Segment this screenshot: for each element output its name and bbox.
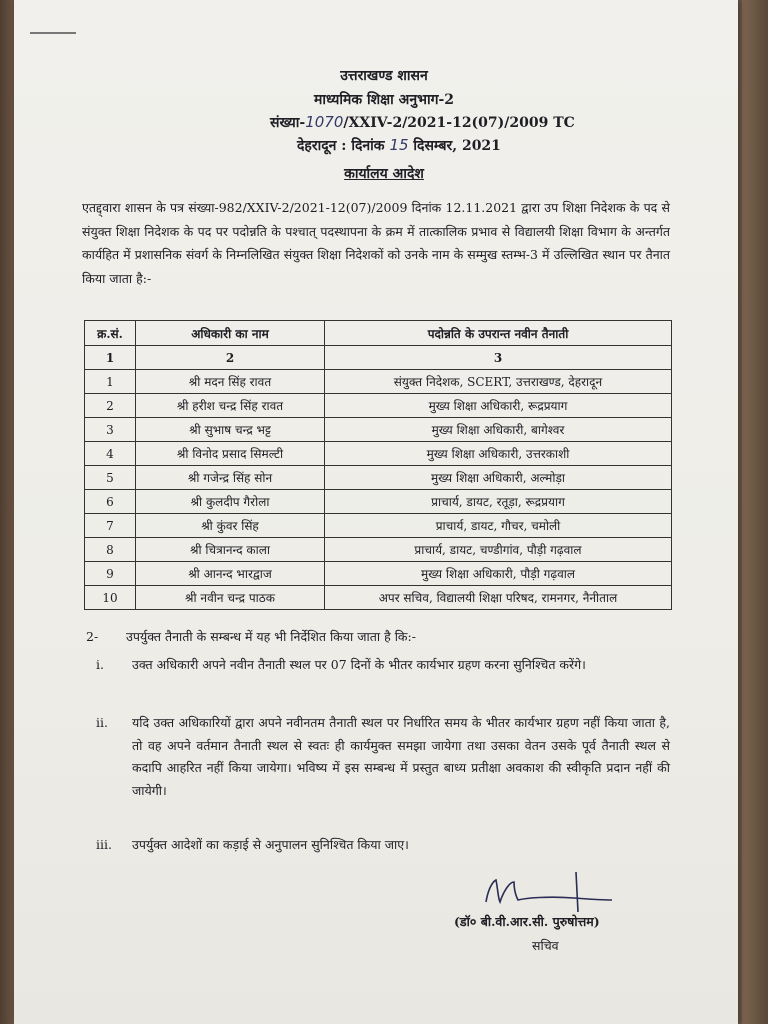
serial-cell: 1 — [85, 370, 136, 394]
posting-cell: मुख्य शिक्षा अधिकारी, रूद्रप्रयाग — [325, 394, 672, 418]
wooden-table-right — [742, 0, 768, 1024]
officer-name-cell: श्री गजेन्द्र सिंह सोन — [136, 466, 325, 490]
table-row — [85, 394, 672, 418]
serial-cell: 6 — [85, 490, 136, 514]
signatory-name: (डॉ० बी.वी.आर.सी. पुरुषोत्तम) — [454, 914, 600, 929]
officer-name-cell: श्री हरीश चन्द्र सिंह रावत — [136, 394, 325, 418]
section-2-number: 2- — [86, 629, 99, 644]
posting-cell: मुख्य शिक्षा अधिकारी, पौड़ी गढ़वाल — [325, 562, 672, 586]
header-serial: क्र.सं. — [85, 321, 136, 346]
officer-name-cell: श्री आनन्द भारद्वाज — [136, 562, 325, 586]
item-text: उपर्युक्त आदेशों का कड़ाई से अनुपालन सुनिश्चित किया जाए। — [132, 837, 409, 852]
table-row — [85, 514, 672, 538]
reference-suffix: /XXIV-2/2021-12(07)/2009 TC — [343, 115, 575, 131]
place-date-suffix: दिसम्बर, 2021 — [413, 138, 501, 154]
reference-number — [270, 113, 575, 132]
section-2-heading — [86, 628, 416, 645]
officer-name-cell: श्री विनोद प्रसाद सिमल्टी — [136, 442, 325, 466]
handwritten-signature — [478, 868, 618, 914]
order-title-row — [0, 164, 768, 183]
serial-cell: 10 — [85, 586, 136, 610]
item-text: उक्त अधिकारी अपने नवीन तैनाती स्थल पर 07 दिनों के भीतर कार्यभार ग्रहण करना सुनिश्चित करेंगे। — [132, 657, 586, 672]
posting-cell: प्राचार्य, डायट, रतूड़ा, रूद्रप्रयाग — [325, 490, 672, 514]
posting-cell: अपर सचिव, विद्यालयी शिक्षा परिषद, रामनगर, नैनीताल — [325, 586, 672, 610]
table-row — [85, 418, 672, 442]
officer-name-cell: श्री मदन सिंह रावत — [136, 370, 325, 394]
place-date-prefix: देहरादून : दिनांक — [297, 138, 385, 154]
posting-table — [84, 320, 672, 610]
serial-cell: 2 — [85, 394, 136, 418]
column-number: 2 — [136, 346, 325, 370]
section-2-text: उपर्युक्त तैनाती के सम्बन्ध में यह भी निर्देशित किया जाता है कि:- — [126, 629, 416, 644]
table-row — [85, 586, 672, 610]
serial-cell: 7 — [85, 514, 136, 538]
posting-cell: प्राचार्य, डायट, गौचर, चमोली — [325, 514, 672, 538]
item-number: i. — [96, 657, 104, 672]
signatory-designation: सचिव — [532, 938, 559, 953]
column-number-row — [85, 346, 672, 370]
posting-cell: प्राचार्य, डायट, चण्डीगांव, पौड़ी गढ़वाल — [325, 538, 672, 562]
table-row — [85, 466, 672, 490]
order-title: कार्यालय आदेश — [344, 166, 424, 182]
table-row — [85, 370, 672, 394]
table-row — [85, 442, 672, 466]
top-dash-mark — [30, 32, 76, 34]
serial-cell: 5 — [85, 466, 136, 490]
header-new-posting: पदोन्नति के उपरान्त नवीन तैनाती — [325, 321, 672, 346]
reference-prefix: संख्या- — [270, 115, 306, 131]
officer-name-cell: श्री कुलदीप गैरोला — [136, 490, 325, 514]
officer-name-cell: श्री नवीन चन्द्र पाठक — [136, 586, 325, 610]
table-row — [85, 562, 672, 586]
department-section: माध्यमिक शिक्षा अनुभाग-2 — [313, 92, 455, 108]
intro-paragraph: एतद्द्वारा शासन के पत्र संख्या-982/XXIV-2/2021-12(07)/2009 दिनांक 12.11.2021 द्वारा उप शिक्षा निदेशक के पद से संयुक्त शिक्षा निदेशक के पद पर पदोन्नति के पश्चात् पदस्थापना के क्रम में तात्कालिक प्रभाव से विद्यालयी शिक्षा विभाग के अन्तर्गत कार्यहित में प्रशासनिक संवर्ग के निम्नलिखित संयुक्त शिक्षा निदेशकों को उनके नाम के सम्मुख स्तम्भ-3 में उल्लिखित स्थान पर तैनात किया जाता है:- — [82, 200, 670, 286]
header-officer-name: अधिकारी का नाम — [136, 321, 325, 346]
instruction-item — [96, 654, 670, 677]
serial-cell: 9 — [85, 562, 136, 586]
table-header-row — [85, 321, 672, 346]
instruction-item — [96, 712, 670, 802]
instruction-item — [96, 834, 670, 857]
posting-cell: संयुक्त निदेशक, SCERT, उत्तराखण्ड, देहरादून — [325, 370, 672, 394]
officer-name-cell: श्री सुभाष चन्द्र भट्ट — [136, 418, 325, 442]
serial-cell: 8 — [85, 538, 136, 562]
posting-cell: मुख्य शिक्षा अधिकारी, उत्तरकाशी — [325, 442, 672, 466]
column-number: 1 — [85, 346, 136, 370]
table-row — [85, 490, 672, 514]
item-number: ii. — [96, 715, 108, 730]
handwritten-date: 15 — [389, 136, 409, 154]
posting-cell: मुख्य शिक्षा अधिकारी, बागेश्वर — [325, 418, 672, 442]
serial-cell: 4 — [85, 442, 136, 466]
posting-cell: मुख्य शिक्षा अधिकारी, अल्मोड़ा — [325, 466, 672, 490]
handwritten-ref-number: 1070 — [305, 113, 344, 131]
table-row — [85, 538, 672, 562]
item-number: iii. — [96, 837, 112, 852]
officer-name-cell: श्री चित्रानन्द काला — [136, 538, 325, 562]
place-and-date — [297, 136, 501, 155]
government-name: उत्तराखण्ड शासन — [340, 68, 428, 84]
column-number: 3 — [325, 346, 672, 370]
serial-cell: 3 — [85, 418, 136, 442]
item-text: यदि उक्त अधिकारियों द्वारा अपने नवीनतम तैनाती स्थल पर निर्धारित समय के भीतर कार्यभार ग्रहण नहीं किया जाता है, तो वह अपने वर्तमान तैनाती स्थल से स्वतः ही कार्यमुक्त समझा जायेगा तथा उसका वेतन उसके पूर्व तैनाती स्थल से कदापि आहरित नहीं किया जायेगा। भविष्य में इस सम्बन्ध में प्रस्तुत बाध्य प्रतीक्षा अवकाश की स्वीकृति प्रदान नहीं की जायेगी। — [132, 715, 670, 798]
officer-name-cell: श्री कुंवर सिंह — [136, 514, 325, 538]
